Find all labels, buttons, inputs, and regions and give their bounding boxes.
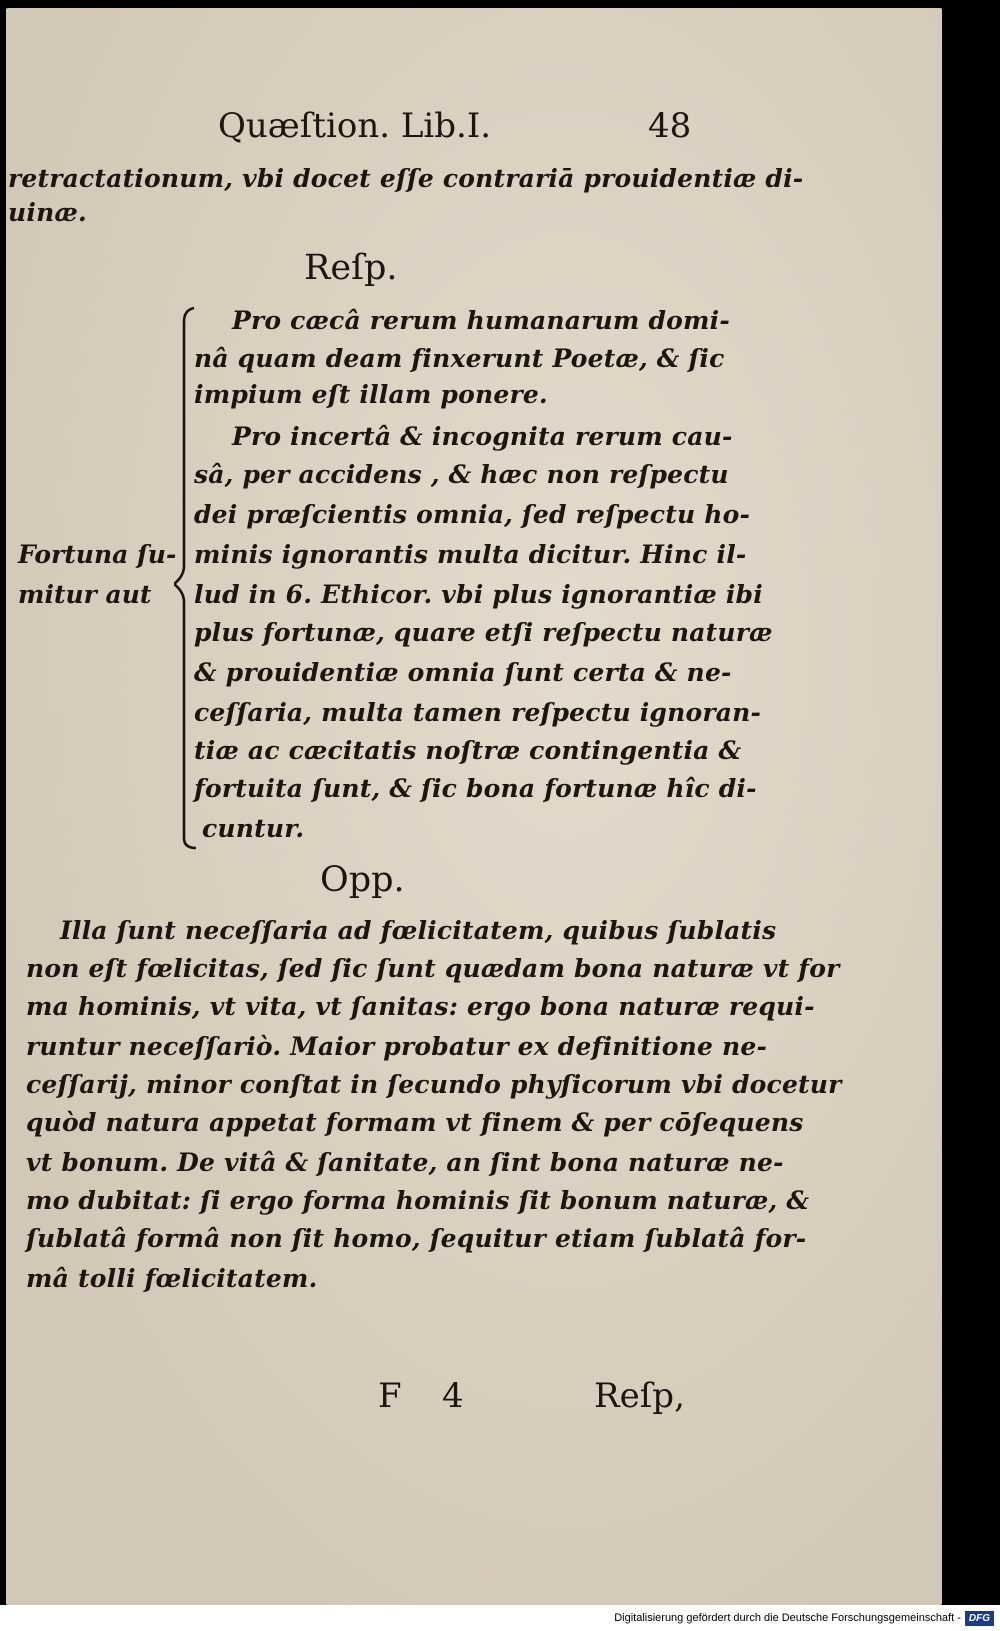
attribution-bar [0, 1605, 1000, 1631]
text-line: retractationum, vbi docet eſſe contrariā prouidentiæ di- [8, 164, 804, 193]
text-line: tiæ ac cæcitatis noſtræ contingentia & [194, 736, 742, 765]
text-line: & prouidentiæ omnia ſunt certa & ne- [194, 658, 732, 687]
text-line: vt bonum. De vitâ & ſanitate, an ſint bona naturæ ne- [26, 1148, 784, 1177]
text-line: Pro cæcâ rerum humanarum domi- [232, 306, 730, 335]
text-line: mâ tolli fœlicitatem. [26, 1264, 318, 1293]
text-line: nâ quam deam finxerunt Poetæ, & ſic [194, 344, 725, 373]
text-line: lud in 6. Ethicor. vbi plus ignorantiæ ibi [194, 580, 763, 609]
catchword: Reſp, [594, 1376, 685, 1416]
margin-note: mitur aut [18, 580, 152, 609]
text-line: minis ignorantis multa dicitur. Hinc il- [194, 540, 747, 569]
attribution-text: Digitalisierung gefördert durch die Deutsche Forschungsgemeinschaft - [614, 1612, 961, 1624]
text-line: runtur neceſſariò. Maior probatur ex definitione ne- [26, 1032, 768, 1061]
text-line: cuntur. [202, 814, 305, 843]
dfg-logo: DFG [965, 1611, 994, 1626]
text-line: ſublatâ formâ non ſit homo, ſequitur etiam ſublatâ for- [26, 1224, 807, 1253]
text-line: sâ, per accidens , & hæc non reſpectu [194, 460, 729, 489]
text-line: dei præſcientis omnia, ſed reſpectu ho- [194, 500, 751, 529]
signature-mark: F [378, 1376, 402, 1416]
signature-number: 4 [442, 1376, 464, 1416]
margin-note: Fortuna ſu- [18, 540, 177, 569]
text-line: Pro incertâ & incognita rerum cau- [232, 422, 733, 451]
text-line: fortuita ſunt, & ſic bona fortunæ hîc di- [194, 774, 757, 803]
text-line: uinæ. [8, 198, 87, 227]
text-line: non eſt fœlicitas, ſed ſic ſunt quædam bona naturæ vt for [26, 954, 840, 983]
running-head: Quæſtion. Lib.I. [218, 106, 492, 146]
text-line: ceſſarij, minor conſtat in ſecundo phyſicorum vbi docetur [26, 1070, 842, 1099]
text-line: quòd natura appetat formam vt finem & per cōſequens [26, 1108, 804, 1137]
section-heading-resp: Reſp. [304, 248, 398, 288]
section-heading-opp: Opp. [320, 860, 405, 900]
text-line: ceſſaria, multa tamen reſpectu ignoran- [194, 698, 762, 727]
book-page [6, 8, 942, 1605]
text-line: mo dubitat: ſi ergo forma hominis ſit bonum naturæ, & [26, 1186, 810, 1215]
text-line: plus fortunæ, quare etſi reſpectu naturæ [194, 618, 773, 647]
text-line: ma hominis, vt vita, vt ſanitas: ergo bona naturæ requi- [26, 992, 815, 1021]
text-line: impium eſt illam ponere. [194, 380, 548, 409]
page-number: 48 [648, 106, 692, 146]
text-line: Illa ſunt neceſſaria ad fœlicitatem, quibus ſublatis [60, 916, 777, 945]
